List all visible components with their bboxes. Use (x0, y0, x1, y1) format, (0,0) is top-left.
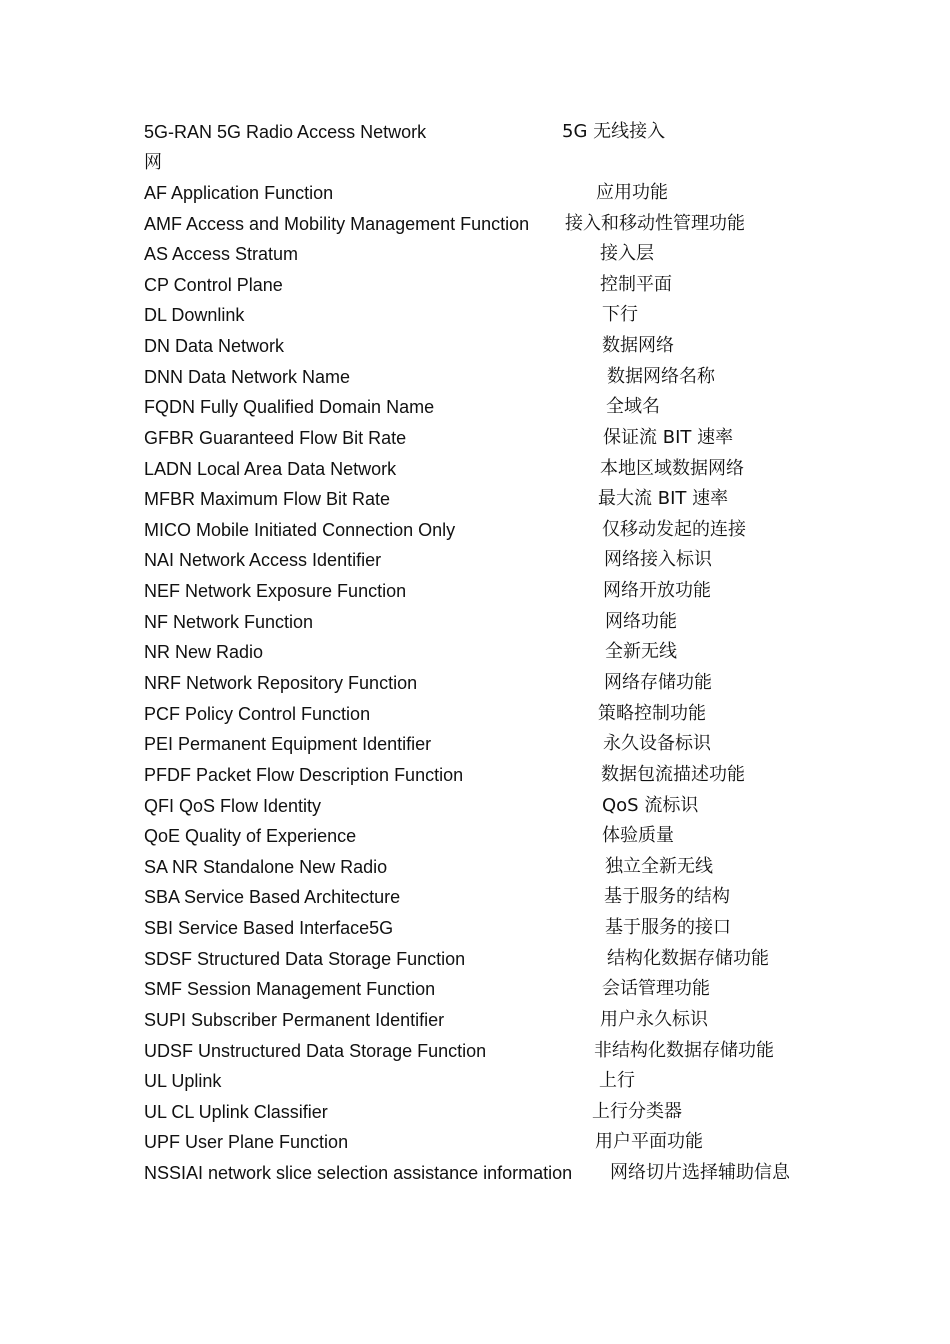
term-row (144, 274, 844, 304)
term-row (144, 672, 844, 702)
term-chinese: 下行 (602, 304, 638, 325)
term-chinese: 数据包流描述功能 (601, 764, 745, 785)
term-row (144, 641, 844, 671)
term-english: SUPI Subscriber Permanent Identifier (144, 1010, 445, 1030)
term-chinese: 用户平面功能 (595, 1131, 703, 1152)
term-chinese: 会话管理功能 (602, 978, 710, 999)
term-english: PFDF Packet Flow Description Function (144, 765, 464, 785)
term-chinese: 应用功能 (596, 182, 668, 203)
term-english: NAI Network Access Identifier (144, 550, 382, 570)
term-row (144, 1040, 844, 1070)
term-row (144, 519, 844, 549)
term-english: PEI Permanent Equipment Identifier (144, 734, 432, 754)
term-english: SDSF Structured Data Storage Function (144, 949, 466, 969)
term-chinese: 网络存储功能 (604, 672, 712, 693)
term-row (144, 978, 844, 1008)
term-row (144, 1131, 844, 1161)
term-english: QoE Quality of Experience (144, 826, 357, 846)
term-row (144, 1009, 844, 1039)
term-row (144, 611, 844, 641)
term-english: UL CL Uplink Classifier (144, 1102, 328, 1122)
term-row (144, 182, 844, 212)
term-english: SMF Session Management Function (144, 979, 436, 999)
term-english: NRF Network Repository Function (144, 673, 418, 693)
term-chinese: 独立全新无线 (605, 856, 713, 877)
term-chinese: 体验质量 (602, 825, 674, 846)
term-english: FQDN Fully Qualified Domain Name (144, 397, 435, 417)
term-row (144, 213, 844, 243)
term-chinese: 最大流 BIT 速率 (598, 488, 729, 509)
term-chinese: 永久设备标识 (603, 733, 711, 754)
term-chinese: 基于服务的接口 (605, 917, 731, 938)
term-row (144, 427, 844, 457)
term-english: LADN Local Area Data Network (144, 459, 397, 479)
term-chinese: 数据网络 (602, 335, 674, 356)
term-row (144, 886, 844, 916)
term-english: UDSF Unstructured Data Storage Function (144, 1041, 487, 1061)
term-english: MICO Mobile Initiated Connection Only (144, 520, 456, 540)
term-english: NEF Network Exposure Function (144, 581, 407, 601)
term-row (144, 856, 844, 886)
term-chinese: 接入层 (600, 243, 654, 264)
term-row (144, 1162, 844, 1192)
term-english: QFI QoS Flow Identity (144, 796, 322, 816)
term-row (144, 121, 844, 151)
term-chinese: 策略控制功能 (598, 703, 706, 724)
term-row (144, 703, 844, 733)
term-english: DN Data Network (144, 336, 285, 356)
term-english: NF Network Function (144, 612, 314, 632)
term-english: NR New Radio (144, 642, 264, 662)
term-row (144, 733, 844, 763)
term-chinese: 网络开放功能 (603, 580, 711, 601)
term-chinese: 仅移动发起的连接 (602, 519, 746, 540)
term-english: UPF User Plane Function (144, 1132, 349, 1152)
term-chinese: 上行分类器 (592, 1101, 682, 1122)
term-chinese: 网络功能 (605, 611, 677, 632)
term-english: DL Downlink (144, 305, 245, 325)
term-chinese: 结构化数据存储功能 (607, 948, 769, 969)
term-english: PCF Policy Control Function (144, 704, 371, 724)
term-english: AMF Access and Mobility Management Function (144, 214, 530, 234)
term-chinese: 接入和移动性管理功能 (565, 213, 745, 234)
term-row (144, 1101, 844, 1131)
term-chinese: QoS 流标识 (602, 795, 699, 816)
term-english: AS Access Stratum (144, 244, 299, 264)
wrapped-text: 网 (144, 152, 162, 173)
term-row (144, 580, 844, 610)
term-row (144, 917, 844, 947)
term-row (144, 396, 844, 426)
term-chinese: 全新无线 (605, 641, 677, 662)
term-english: MFBR Maximum Flow Bit Rate (144, 489, 391, 509)
term-english: NSSIAI network slice selection assistance information (144, 1163, 573, 1183)
term-english: AF Application Function (144, 183, 334, 203)
term-row (144, 366, 844, 396)
term-chinese: 全域名 (606, 396, 660, 417)
term-chinese: 用户永久标识 (600, 1009, 708, 1030)
term-english: SBI Service Based Interface5G (144, 918, 394, 938)
term-chinese: 控制平面 (600, 274, 672, 295)
term-english: SA NR Standalone New Radio (144, 857, 388, 877)
term-chinese: 数据网络名称 (607, 366, 715, 387)
term-chinese: 网络切片选择辅助信息 (610, 1162, 790, 1183)
term-english: DNN Data Network Name (144, 367, 351, 387)
term-english: CP Control Plane (144, 275, 283, 295)
term-row (144, 764, 844, 794)
term-row (144, 825, 844, 855)
term-row (144, 458, 844, 488)
term-chinese: 基于服务的结构 (604, 886, 730, 907)
term-english: UL Uplink (144, 1071, 222, 1091)
term-chinese: 保证流 BIT 速率 (603, 427, 734, 448)
term-row (144, 549, 844, 579)
term-chinese: 网络接入标识 (604, 549, 712, 570)
term-english: GFBR Guaranteed Flow Bit Rate (144, 428, 407, 448)
term-chinese: 上行 (599, 1070, 635, 1091)
term-row (144, 243, 844, 273)
term-chinese: 非结构化数据存储功能 (594, 1040, 774, 1061)
term-row (144, 1070, 844, 1100)
term-chinese: 本地区域数据网络 (600, 458, 744, 479)
term-english: 5G-RAN 5G Radio Access Network (144, 122, 427, 142)
term-row (144, 795, 844, 825)
term-row (144, 948, 844, 978)
term-row (144, 488, 844, 518)
term-row (144, 304, 844, 334)
term-english: SBA Service Based Architecture (144, 887, 401, 907)
term-row (144, 335, 844, 365)
term-chinese: 5G 无线接入 (562, 121, 666, 142)
